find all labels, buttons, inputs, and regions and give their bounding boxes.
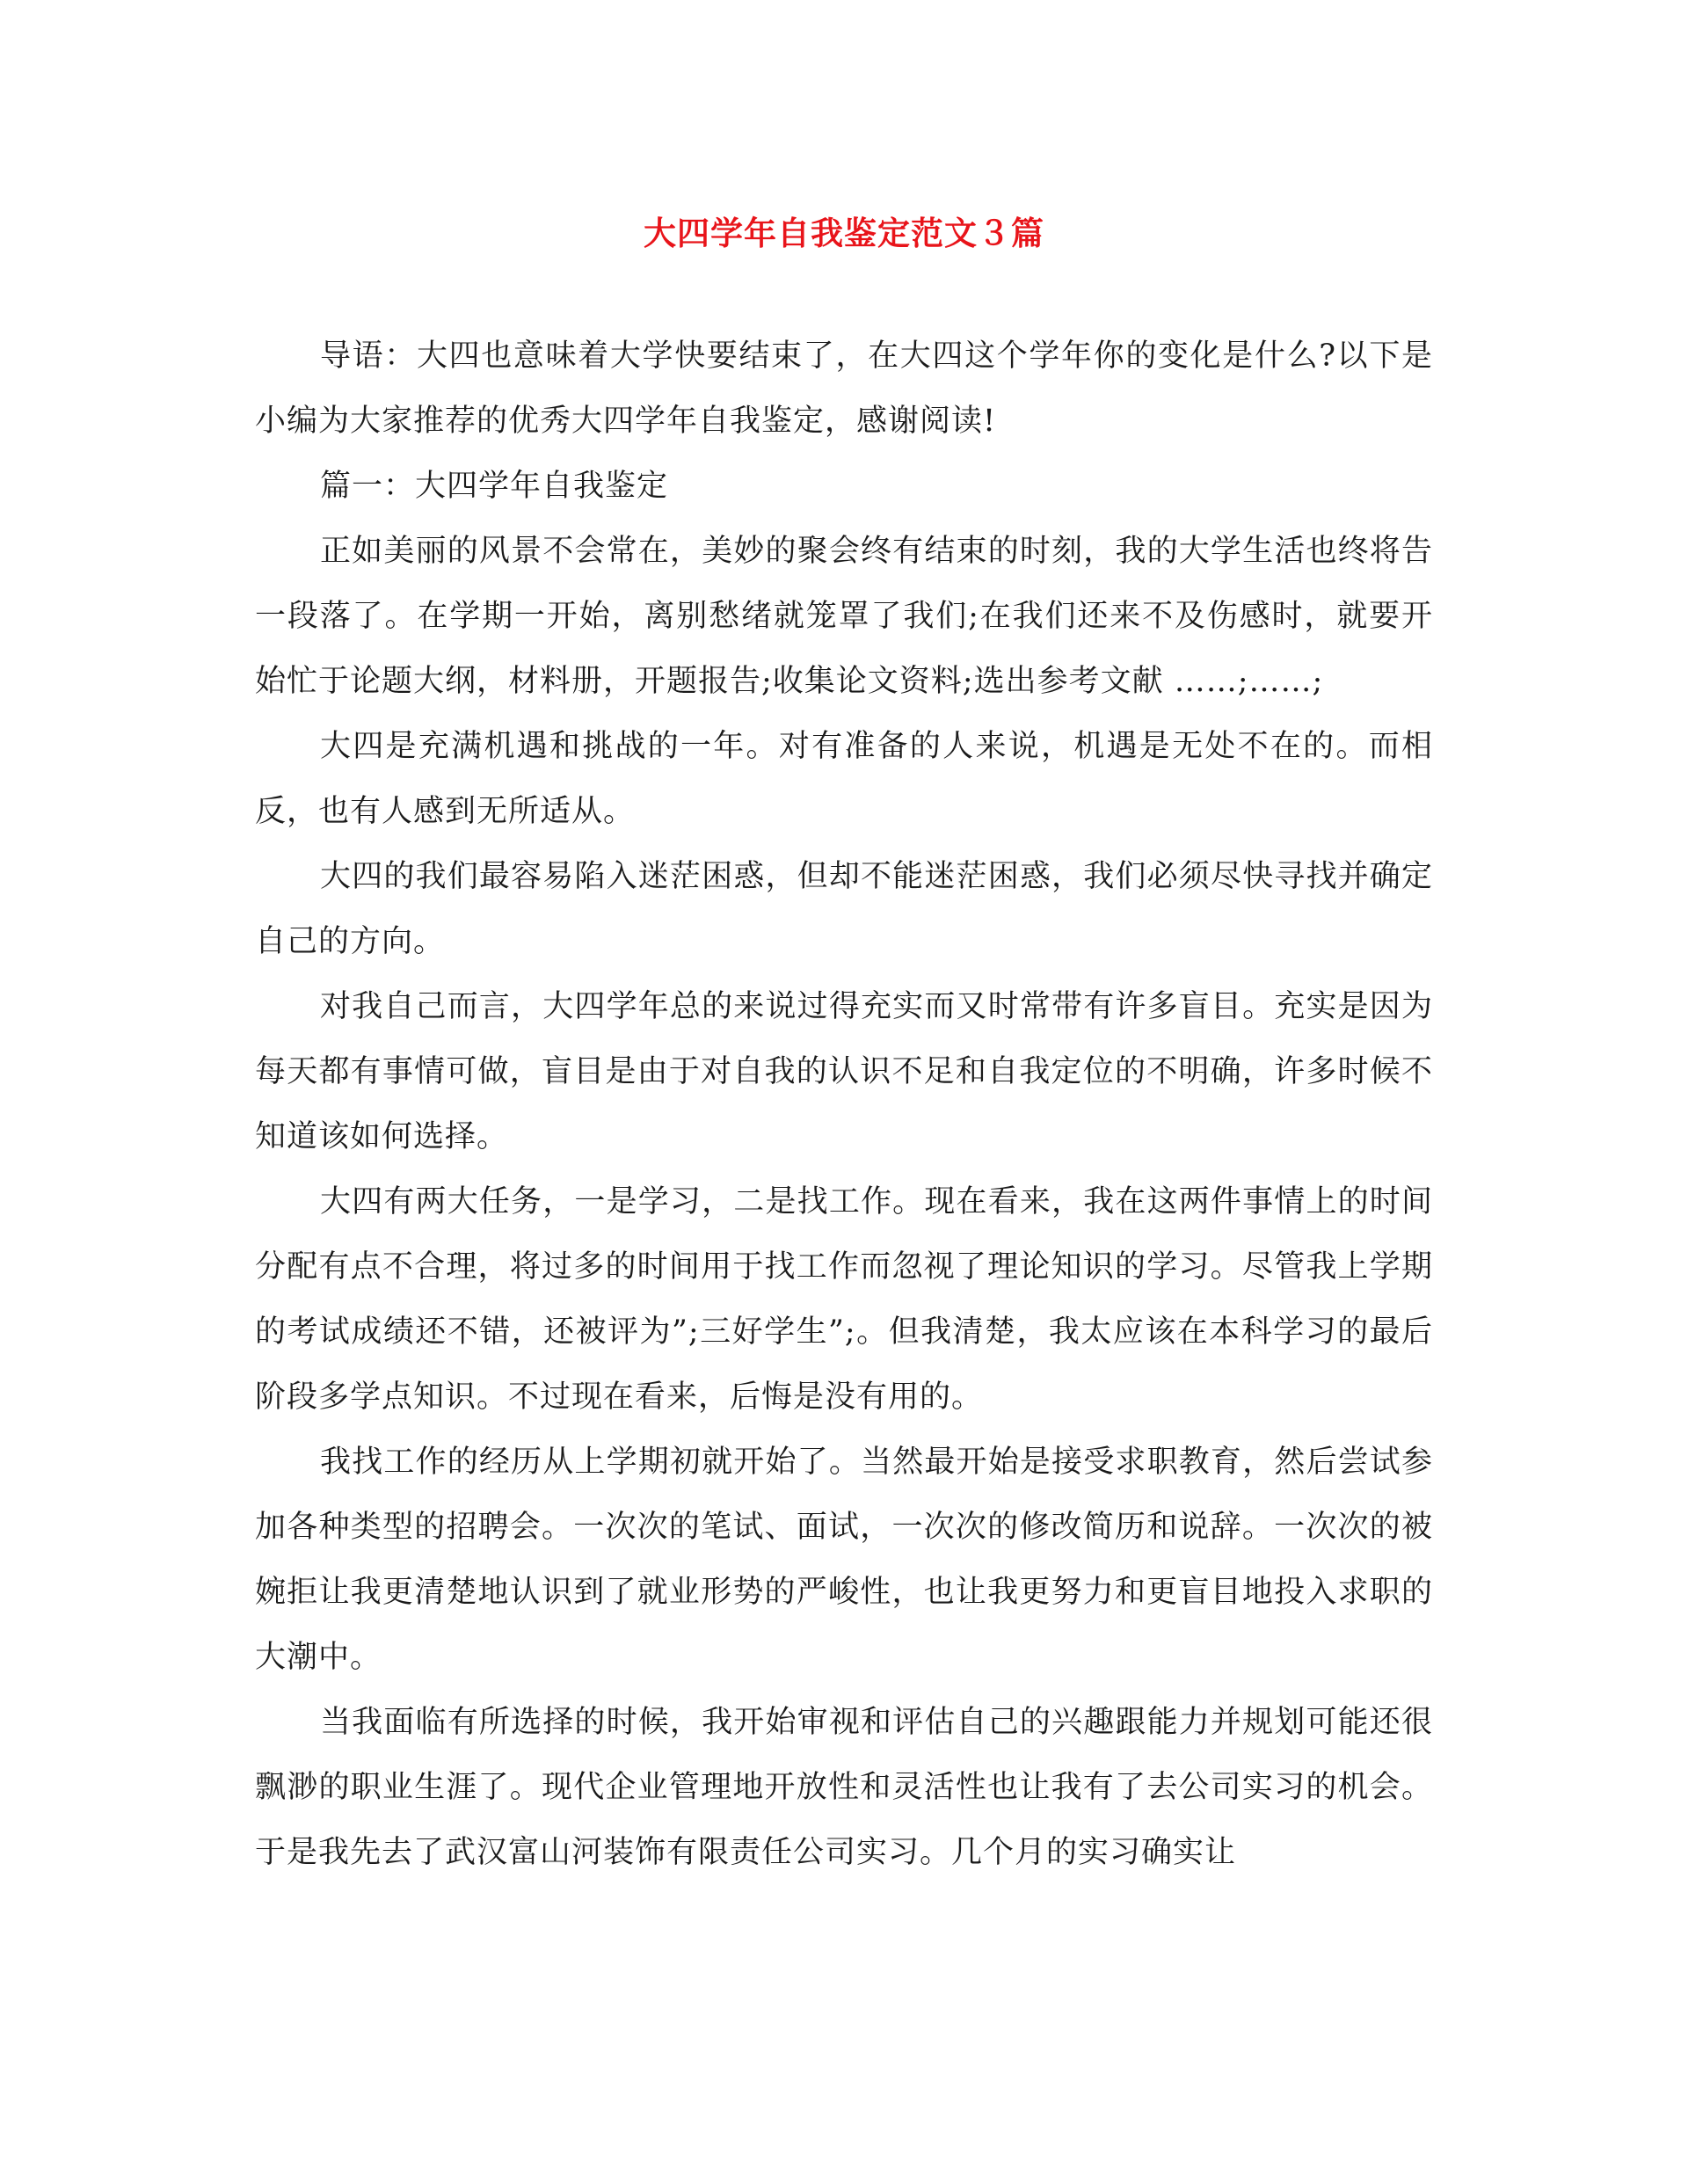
- body-paragraph: 我找工作的经历从上学期初就开始了。当然最开始是接受求职教育，然后尝试参加各种类型的招聘会。一次次的笔试、面试，一次次的修改简历和说辞。一次次的被婉拒让我更清楚地认识到了就业形势的严峻性，也让我更努力和更盲目地投入求职的大潮中。: [255, 1445, 1433, 1675]
- body-paragraph: 当我面临有所选择的时候，我开始审视和评估自己的兴趣跟能力并规划可能还很飘渺的职业生涯了。现代企业管理地开放性和灵活性也让我有了去公司实习的机会。于是我先去了武汉富山河装饰有限责任公司实习。几个月的实习确实让: [255, 1705, 1433, 1870]
- body-paragraph: 正如美丽的风景不会常在，美妙的聚会终有结束的时刻，我的大学生活也终将告一段落了。在学期一开始，离别愁绪就笼罩了我们;在我们还来不及伤感时，就要开始忙于论题大纲，材料册，开题报告;收集论文资料;选出参考文献 ……;……;: [255, 534, 1433, 699]
- section-heading: 篇一：大四学年自我鉴定: [320, 469, 669, 504]
- document-title: 大四学年自我鉴定范文３篇: [644, 214, 1044, 252]
- document-body: [255, 324, 1433, 1885]
- body-paragraph: 大四是充满机遇和挑战的一年。对有准备的人来说，机遇是无处不在的。而相反，也有人感到无所适从。: [255, 729, 1433, 829]
- body-paragraph: 对我自己而言，大四学年总的来说过得充实而又时常带有许多盲目。充实是因为每天都有事情可做，盲目是由于对自我的认识不足和自我定位的不明确，许多时候不知道该如何选择。: [255, 989, 1433, 1154]
- intro-paragraph: 导语：大四也意味着大学快要结束了，在大四这个学年你的变化是什么?以下是小编为大家推荐的优秀大四学年自我鉴定，感谢阅读!: [255, 339, 1433, 439]
- body-paragraph: 大四有两大任务，一是学习，二是找工作。现在看来，我在这两件事情上的时间分配有点不合理，将过多的时间用于找工作而忽视了理论知识的学习。尽管我上学期的考试成绩还不错，还被评为”;三好学生”;。但我清楚，我太应该在本科学习的最后阶段多学点知识。不过现在看来，后悔是没有用的。: [255, 1184, 1433, 1415]
- body-paragraph: 大四的我们最容易陷入迷茫困惑，但却不能迷茫困惑，我们必须尽快寻找并确定自己的方向。: [255, 859, 1433, 959]
